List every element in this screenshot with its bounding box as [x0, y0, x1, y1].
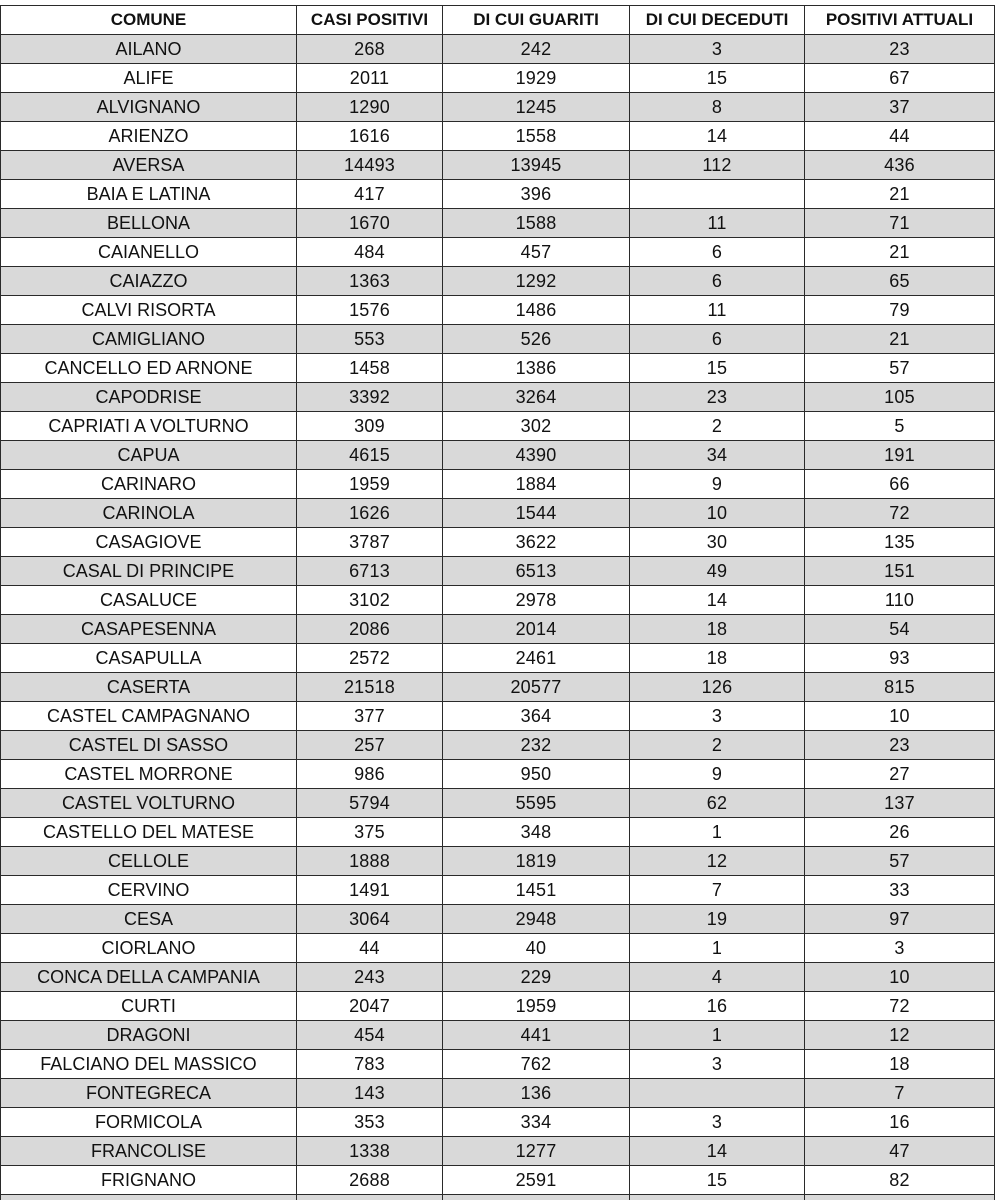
comune-cell: CALVI RISORTA — [1, 296, 297, 325]
positivi-attuali-cell: 79 — [805, 296, 995, 325]
comune-cell: CASTEL MORRONE — [1, 760, 297, 789]
table-row — [1, 470, 995, 499]
comune-cell: CAMIGLIANO — [1, 325, 297, 354]
guariti-cell: 13945 — [443, 151, 630, 180]
deceduti-cell: 19 — [630, 905, 805, 934]
comune-cell: FALCIANO DEL MASSICO — [1, 1050, 297, 1079]
guariti-cell: 40 — [443, 934, 630, 963]
casi-positivi-cell — [297, 1195, 443, 1200]
comune-cell: FRIGNANO — [1, 1166, 297, 1195]
casi-positivi-cell: 553 — [297, 325, 443, 354]
deceduti-cell: 15 — [630, 354, 805, 383]
guariti-cell: 1959 — [443, 992, 630, 1021]
table-row — [1, 1050, 995, 1079]
positivi-attuali-cell: 21 — [805, 238, 995, 267]
deceduti-cell: 12 — [630, 847, 805, 876]
positivi-attuali-cell: 27 — [805, 760, 995, 789]
positivi-attuali-cell: 44 — [805, 122, 995, 151]
casi-positivi-cell: 1888 — [297, 847, 443, 876]
deceduti-cell: 4 — [630, 963, 805, 992]
table-row — [1, 847, 995, 876]
casi-positivi-cell: 3392 — [297, 383, 443, 412]
guariti-cell: 457 — [443, 238, 630, 267]
table-row-partial — [1, 1195, 995, 1200]
guariti-cell: 396 — [443, 180, 630, 209]
comune-cell: CAPUA — [1, 441, 297, 470]
deceduti-cell: 6 — [630, 325, 805, 354]
deceduti-cell: 8 — [630, 93, 805, 122]
casi-positivi-cell: 257 — [297, 731, 443, 760]
casi-positivi-cell: 377 — [297, 702, 443, 731]
positivi-attuali-cell: 82 — [805, 1166, 995, 1195]
casi-positivi-cell: 417 — [297, 180, 443, 209]
comune-cell: CASAPULLA — [1, 644, 297, 673]
casi-positivi-cell: 1363 — [297, 267, 443, 296]
deceduti-cell: 30 — [630, 528, 805, 557]
comune-cell: CELLOLE — [1, 847, 297, 876]
deceduti-cell: 1 — [630, 934, 805, 963]
deceduti-cell: 6 — [630, 267, 805, 296]
guariti-cell: 348 — [443, 818, 630, 847]
guariti-cell: 1558 — [443, 122, 630, 151]
table-row — [1, 818, 995, 847]
casi-positivi-cell: 1670 — [297, 209, 443, 238]
covid-cases-table — [0, 5, 995, 1200]
casi-positivi-cell: 268 — [297, 35, 443, 64]
table-row — [1, 180, 995, 209]
table-row — [1, 702, 995, 731]
table-row — [1, 905, 995, 934]
positivi-attuali-cell: 23 — [805, 35, 995, 64]
guariti-cell: 950 — [443, 760, 630, 789]
guariti-cell: 20577 — [443, 673, 630, 702]
table-row — [1, 296, 995, 325]
guariti-cell: 6513 — [443, 557, 630, 586]
positivi-attuali-cell: 23 — [805, 731, 995, 760]
guariti-cell: 1588 — [443, 209, 630, 238]
table-row — [1, 1108, 995, 1137]
guariti-cell: 5595 — [443, 789, 630, 818]
positivi-attuali-cell: 37 — [805, 93, 995, 122]
casi-positivi-cell: 454 — [297, 1021, 443, 1050]
table-row — [1, 731, 995, 760]
casi-positivi-cell: 1290 — [297, 93, 443, 122]
positivi-attuali-cell: 5 — [805, 412, 995, 441]
comune-cell: ALVIGNANO — [1, 93, 297, 122]
comune-cell: AVERSA — [1, 151, 297, 180]
guariti-cell — [443, 1195, 630, 1200]
table-row — [1, 151, 995, 180]
positivi-attuali-cell: 66 — [805, 470, 995, 499]
positivi-attuali-cell: 72 — [805, 992, 995, 1021]
casi-positivi-cell: 2047 — [297, 992, 443, 1021]
casi-positivi-cell: 1616 — [297, 122, 443, 151]
positivi-attuali-cell: 97 — [805, 905, 995, 934]
deceduti-cell: 49 — [630, 557, 805, 586]
positivi-attuali-cell: 57 — [805, 354, 995, 383]
positivi-attuali-cell: 47 — [805, 1137, 995, 1166]
table-row — [1, 1137, 995, 1166]
casi-positivi-cell: 44 — [297, 934, 443, 963]
comune-cell: CASTEL DI SASSO — [1, 731, 297, 760]
guariti-cell: 4390 — [443, 441, 630, 470]
positivi-attuali-cell: 815 — [805, 673, 995, 702]
comune-cell: CURTI — [1, 992, 297, 1021]
casi-positivi-cell: 375 — [297, 818, 443, 847]
casi-positivi-cell: 5794 — [297, 789, 443, 818]
deceduti-cell: 15 — [630, 64, 805, 93]
positivi-attuali-cell: 33 — [805, 876, 995, 905]
deceduti-cell: 16 — [630, 992, 805, 1021]
casi-positivi-cell: 243 — [297, 963, 443, 992]
casi-positivi-cell: 3102 — [297, 586, 443, 615]
table-row — [1, 35, 995, 64]
positivi-attuali-cell: 67 — [805, 64, 995, 93]
guariti-cell: 334 — [443, 1108, 630, 1137]
guariti-cell: 1544 — [443, 499, 630, 528]
comune-cell: CAIANELLO — [1, 238, 297, 267]
comune-cell: CASALUCE — [1, 586, 297, 615]
positivi-attuali-cell: 12 — [805, 1021, 995, 1050]
comune-cell: CASTEL VOLTURNO — [1, 789, 297, 818]
comune-cell: CARINARO — [1, 470, 297, 499]
positivi-attuali-cell: 137 — [805, 789, 995, 818]
casi-positivi-cell: 1576 — [297, 296, 443, 325]
table-row — [1, 441, 995, 470]
guariti-cell: 1292 — [443, 267, 630, 296]
guariti-cell: 136 — [443, 1079, 630, 1108]
comune-cell: CASAGIOVE — [1, 528, 297, 557]
deceduti-cell: 18 — [630, 615, 805, 644]
table-row — [1, 325, 995, 354]
header-row — [1, 6, 995, 35]
guariti-cell: 526 — [443, 325, 630, 354]
table-row — [1, 209, 995, 238]
deceduti-cell — [630, 1079, 805, 1108]
table-row — [1, 615, 995, 644]
casi-positivi-cell: 309 — [297, 412, 443, 441]
guariti-cell: 302 — [443, 412, 630, 441]
positivi-attuali-cell: 135 — [805, 528, 995, 557]
deceduti-cell: 14 — [630, 1137, 805, 1166]
header-di-cui-guariti: DI CUI GUARITI — [443, 6, 630, 35]
deceduti-cell: 126 — [630, 673, 805, 702]
deceduti-cell: 34 — [630, 441, 805, 470]
table-row — [1, 1021, 995, 1050]
positivi-attuali-cell: 54 — [805, 615, 995, 644]
table-row — [1, 412, 995, 441]
comune-cell: CASTELLO DEL MATESE — [1, 818, 297, 847]
comune-cell: CARINOLA — [1, 499, 297, 528]
deceduti-cell: 9 — [630, 470, 805, 499]
table-row — [1, 93, 995, 122]
comune-cell: CASERTA — [1, 673, 297, 702]
guariti-cell: 229 — [443, 963, 630, 992]
comune-cell: ALIFE — [1, 64, 297, 93]
casi-positivi-cell: 1491 — [297, 876, 443, 905]
casi-positivi-cell: 986 — [297, 760, 443, 789]
table-row — [1, 673, 995, 702]
table-row — [1, 760, 995, 789]
guariti-cell: 1486 — [443, 296, 630, 325]
guariti-cell: 2014 — [443, 615, 630, 644]
comune-cell: FRANCOLISE — [1, 1137, 297, 1166]
casi-positivi-cell: 484 — [297, 238, 443, 267]
deceduti-cell: 23 — [630, 383, 805, 412]
comune-cell: CERVINO — [1, 876, 297, 905]
positivi-attuali-cell: 10 — [805, 702, 995, 731]
deceduti-cell: 3 — [630, 35, 805, 64]
comune-cell: ARIENZO — [1, 122, 297, 151]
positivi-attuali-cell: 71 — [805, 209, 995, 238]
comune-cell: DRAGONI — [1, 1021, 297, 1050]
comune-cell: CASAL DI PRINCIPE — [1, 557, 297, 586]
deceduti-cell: 1 — [630, 1021, 805, 1050]
deceduti-cell: 14 — [630, 122, 805, 151]
table-row — [1, 557, 995, 586]
guariti-cell: 1451 — [443, 876, 630, 905]
table-row — [1, 64, 995, 93]
comune-cell: CAIAZZO — [1, 267, 297, 296]
table-body — [1, 35, 995, 1200]
deceduti-cell: 10 — [630, 499, 805, 528]
positivi-attuali-cell: 72 — [805, 499, 995, 528]
deceduti-cell: 11 — [630, 296, 805, 325]
comune-cell: CIORLANO — [1, 934, 297, 963]
deceduti-cell: 7 — [630, 876, 805, 905]
comune-cell: CESA — [1, 905, 297, 934]
comune-cell: CASAPESENNA — [1, 615, 297, 644]
table-row — [1, 1079, 995, 1108]
positivi-attuali-cell: 10 — [805, 963, 995, 992]
guariti-cell: 1277 — [443, 1137, 630, 1166]
deceduti-cell: 2 — [630, 731, 805, 760]
deceduti-cell: 14 — [630, 586, 805, 615]
casi-positivi-cell: 21518 — [297, 673, 443, 702]
deceduti-cell: 2 — [630, 412, 805, 441]
positivi-attuali-cell — [805, 1195, 995, 1200]
table-row — [1, 586, 995, 615]
comune-cell: FONTEGRECA — [1, 1079, 297, 1108]
deceduti-cell: 112 — [630, 151, 805, 180]
table-row — [1, 383, 995, 412]
comune-cell: CONCA DELLA CAMPANIA — [1, 963, 297, 992]
table-row — [1, 992, 995, 1021]
guariti-cell: 762 — [443, 1050, 630, 1079]
positivi-attuali-cell: 26 — [805, 818, 995, 847]
deceduti-cell: 1 — [630, 818, 805, 847]
comune-cell: CAPODRISE — [1, 383, 297, 412]
header-di-cui-deceduti: DI CUI DECEDUTI — [630, 6, 805, 35]
positivi-attuali-cell: 436 — [805, 151, 995, 180]
table-row — [1, 963, 995, 992]
casi-positivi-cell: 2011 — [297, 64, 443, 93]
guariti-cell: 1884 — [443, 470, 630, 499]
guariti-cell: 2461 — [443, 644, 630, 673]
casi-positivi-cell: 1626 — [297, 499, 443, 528]
guariti-cell: 364 — [443, 702, 630, 731]
comune-cell: AILANO — [1, 35, 297, 64]
casi-positivi-cell: 4615 — [297, 441, 443, 470]
deceduti-cell: 9 — [630, 760, 805, 789]
deceduti-cell — [630, 1195, 805, 1200]
deceduti-cell: 15 — [630, 1166, 805, 1195]
comune-cell: FORMICOLA — [1, 1108, 297, 1137]
casi-positivi-cell: 2572 — [297, 644, 443, 673]
casi-positivi-cell: 6713 — [297, 557, 443, 586]
header-positivi-attuali: POSITIVI ATTUALI — [805, 6, 995, 35]
comune-cell: CANCELLO ED ARNONE — [1, 354, 297, 383]
table-row — [1, 644, 995, 673]
guariti-cell: 242 — [443, 35, 630, 64]
positivi-attuali-cell: 151 — [805, 557, 995, 586]
positivi-attuali-cell: 16 — [805, 1108, 995, 1137]
casi-positivi-cell: 783 — [297, 1050, 443, 1079]
table-row — [1, 499, 995, 528]
guariti-cell: 2978 — [443, 586, 630, 615]
table-row — [1, 267, 995, 296]
casi-positivi-cell: 143 — [297, 1079, 443, 1108]
header-casi-positivi: CASI POSITIVI — [297, 6, 443, 35]
casi-positivi-cell: 1338 — [297, 1137, 443, 1166]
casi-positivi-cell: 3787 — [297, 528, 443, 557]
comune-cell: BELLONA — [1, 209, 297, 238]
guariti-cell: 3264 — [443, 383, 630, 412]
deceduti-cell — [630, 180, 805, 209]
comune-cell: CASTEL CAMPAGNANO — [1, 702, 297, 731]
casi-positivi-cell: 14493 — [297, 151, 443, 180]
casi-positivi-cell: 353 — [297, 1108, 443, 1137]
guariti-cell: 2948 — [443, 905, 630, 934]
table-row — [1, 122, 995, 151]
positivi-attuali-cell: 65 — [805, 267, 995, 296]
casi-positivi-cell: 1458 — [297, 354, 443, 383]
comune-cell: CAPRIATI A VOLTURNO — [1, 412, 297, 441]
header-comune: COMUNE — [1, 6, 297, 35]
positivi-attuali-cell: 93 — [805, 644, 995, 673]
table-row — [1, 934, 995, 963]
table-row — [1, 238, 995, 267]
casi-positivi-cell: 2688 — [297, 1166, 443, 1195]
positivi-attuali-cell: 21 — [805, 180, 995, 209]
guariti-cell: 2591 — [443, 1166, 630, 1195]
positivi-attuali-cell: 3 — [805, 934, 995, 963]
guariti-cell: 232 — [443, 731, 630, 760]
positivi-attuali-cell: 18 — [805, 1050, 995, 1079]
deceduti-cell: 3 — [630, 1108, 805, 1137]
guariti-cell: 1819 — [443, 847, 630, 876]
comune-cell — [1, 1195, 297, 1200]
table-row — [1, 789, 995, 818]
table-row — [1, 876, 995, 905]
casi-positivi-cell: 1959 — [297, 470, 443, 499]
table-row — [1, 528, 995, 557]
guariti-cell: 441 — [443, 1021, 630, 1050]
table-row — [1, 354, 995, 383]
positivi-attuali-cell: 57 — [805, 847, 995, 876]
positivi-attuali-cell: 21 — [805, 325, 995, 354]
guariti-cell: 1929 — [443, 64, 630, 93]
casi-positivi-cell: 2086 — [297, 615, 443, 644]
comune-cell: BAIA E LATINA — [1, 180, 297, 209]
guariti-cell: 1245 — [443, 93, 630, 122]
deceduti-cell: 18 — [630, 644, 805, 673]
deceduti-cell: 3 — [630, 1050, 805, 1079]
positivi-attuali-cell: 191 — [805, 441, 995, 470]
casi-positivi-cell: 3064 — [297, 905, 443, 934]
positivi-attuali-cell: 105 — [805, 383, 995, 412]
guariti-cell: 3622 — [443, 528, 630, 557]
deceduti-cell: 11 — [630, 209, 805, 238]
positivi-attuali-cell: 7 — [805, 1079, 995, 1108]
deceduti-cell: 62 — [630, 789, 805, 818]
guariti-cell: 1386 — [443, 354, 630, 383]
deceduti-cell: 6 — [630, 238, 805, 267]
deceduti-cell: 3 — [630, 702, 805, 731]
positivi-attuali-cell: 110 — [805, 586, 995, 615]
table-row — [1, 1166, 995, 1195]
